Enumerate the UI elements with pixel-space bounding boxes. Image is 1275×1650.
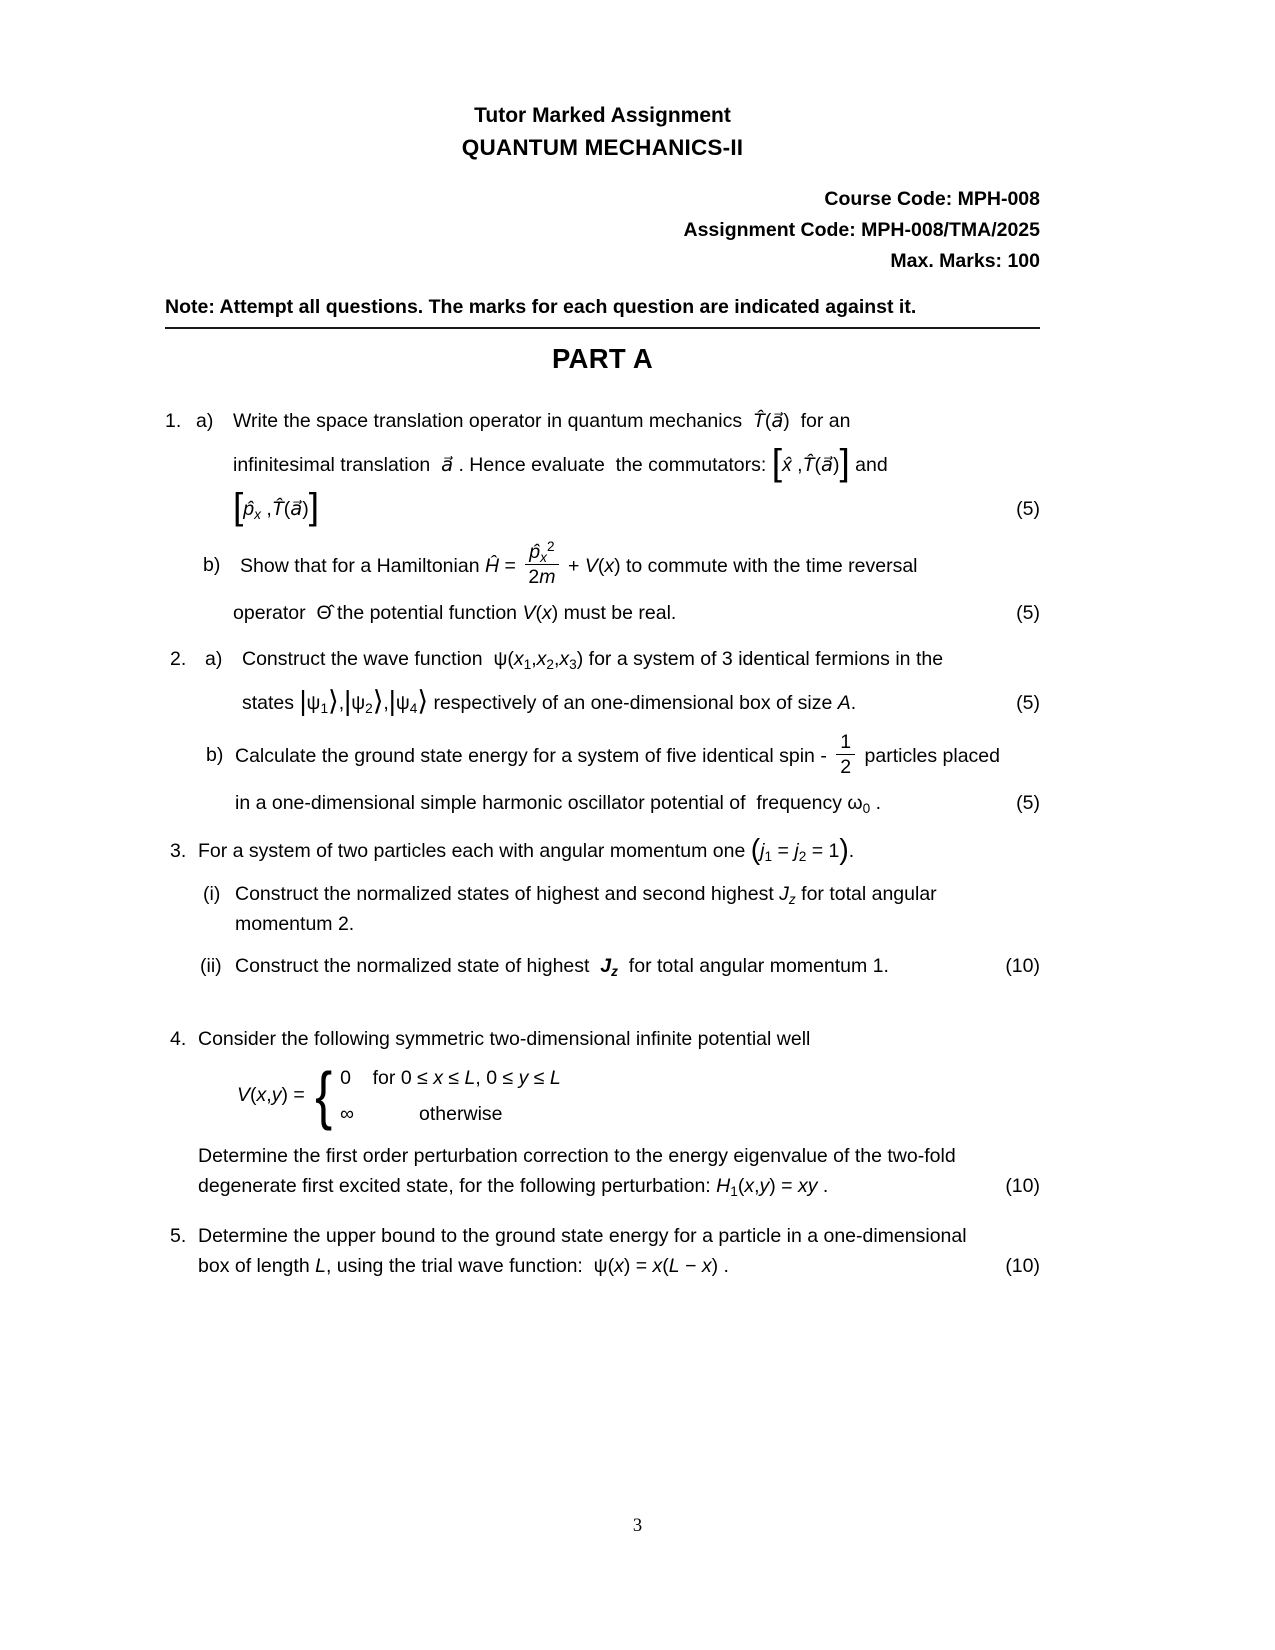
question-1a (165, 399, 1040, 531)
cases-brace: { (314, 1059, 332, 1132)
q3ii-label: (ii) (200, 954, 222, 977)
q2-number: 2. (170, 647, 187, 670)
page-content (165, 0, 1040, 1281)
q4-formula-lhs: V(x,y) = (237, 1084, 305, 1107)
max-marks: Max. Marks: 100 (890, 250, 1040, 272)
course-code: Course Code: MPH-008 (824, 188, 1040, 210)
q1a-text-2: infinitesimal translation a⃗ . Hence evaluate the commutators: [x̂ ,T̂(a⃗)] and (233, 441, 888, 484)
q1a-label: a) (196, 410, 214, 432)
q2b-text-2: in a one-dimensional simple harmonic oscillator potential of frequency $\omega_0$ . (235, 791, 882, 816)
q2a-text-2: states $|\psi_1⟩,|\psi_2⟩,|\psi_4⟩$ respectively of an one-dimensional box of size A. (242, 685, 857, 717)
q1a-text-3: [$p̂_x$ ,T̂(a⃗)] (233, 485, 319, 528)
doc-title: Tutor Marked Assignment (474, 104, 731, 127)
q1b-text-2: operator Θ̂ the potential function V(x) must be real. (233, 601, 677, 624)
q2a-marks: (5) (1016, 691, 1040, 714)
q4-number: 4. (170, 1027, 187, 1050)
part-heading: PART A (551, 343, 654, 374)
q5-text-1: Determine the upper bound to the ground state energy for a particle in a one-dimensional (198, 1224, 967, 1247)
q4-marks: (10) (1005, 1174, 1040, 1197)
meta-block (165, 184, 1040, 277)
q5-text-2: box of length L, using the trial wave function: ψ(x) = x(L − x) . (198, 1254, 729, 1277)
q2b-text-1: Calculate the ground state energy for a system of five identical spin - $\frac{1}{2}$ particles placed (235, 730, 1001, 779)
q5-marks: (10) (1005, 1254, 1040, 1277)
q1b-line-2 (165, 591, 1040, 635)
q3-intro-text: For a system of two particles each with angular momentum one $(j_1 = j_2 = 1)$. (198, 833, 855, 866)
question-4 (165, 1021, 1040, 1201)
assignment-code: Assignment Code: MPH-008/TMA/2025 (683, 219, 1040, 241)
q4-line-2 (165, 1171, 1040, 1201)
q3i-label: (i) (203, 882, 221, 905)
q1a-line-2 (165, 443, 1040, 487)
q2b-line-1 (165, 730, 1040, 781)
q1a-text-1: Write the space translation operator in quantum mechanics T̂(a⃗) for an (233, 410, 851, 432)
q4-text-1: Determine the first order perturbation correction to the energy eigenvalue of the two-fold (198, 1144, 956, 1167)
q3i-line-1 (165, 879, 1040, 909)
question-3 (165, 833, 1040, 981)
q1b-line-1 (165, 539, 1040, 591)
q3-number: 3. (170, 839, 187, 862)
q1a-line-1 (165, 399, 1040, 443)
q3i-text-2: momentum 2. (235, 912, 355, 935)
q1b-label: b) (203, 554, 221, 576)
q1-number: 1. (165, 410, 182, 432)
q2a-line-1 (165, 637, 1040, 681)
question-2b (165, 730, 1040, 825)
question-2a (165, 637, 1040, 725)
q4-cases (340, 1065, 561, 1127)
q3ii-text-1: Construct the normalized state of highest $J_z$ for total angular momentum 1. (235, 954, 889, 979)
q3i-line-2 (165, 909, 1040, 939)
q1a-line-3 (165, 487, 1040, 531)
note-line: Note: Attempt all questions. The marks for each question are indicated against it. (165, 295, 1040, 329)
q3i-text-1: Construct the normalized states of highest and second highest $J_z$ for total angular (235, 882, 937, 907)
q2b-label: b) (206, 743, 224, 766)
doc-subtitle: QUANTUM MECHANICS-II (461, 135, 744, 160)
q4-case-1: 0 for 0 ≤ x ≤ L, 0 ≤ y ≤ L (340, 1066, 561, 1089)
q1b-text-1: Show that for a Hamiltonian Ĥ = $\frac{p̂_x^2}{2m}$ + V(x) to commute with the time reversal (240, 539, 918, 589)
q4-case-2: ∞ otherwise (340, 1102, 503, 1125)
q2b-line-2 (165, 781, 1040, 825)
q4-text-2: degenerate first excited state, for the following perturbation: $H_1(x,y)$ = xy . (198, 1174, 829, 1199)
q5-line-1 (165, 1221, 1040, 1251)
q3-intro (165, 833, 1040, 869)
q4-intro (165, 1021, 1040, 1057)
page-number: 3 (632, 1516, 643, 1536)
question-5 (165, 1221, 1040, 1281)
q3-marks: (10) (1005, 954, 1040, 977)
q2a-label: a) (205, 647, 223, 670)
q1b-marks: (5) (1016, 601, 1040, 624)
q4-piecewise-formula (165, 1059, 1040, 1132)
q5-number: 5. (170, 1224, 187, 1247)
q3-item-i (165, 879, 1040, 939)
q4-line-1 (165, 1141, 1040, 1171)
q2a-line-2 (165, 681, 1040, 725)
question-1b (165, 539, 1040, 635)
q2a-text-1: Construct the wave function $\psi(x_1,x_2,x_3)$ for a system of 3 identical fermions in the (242, 647, 944, 672)
title-block (165, 100, 1040, 164)
q3ii-line-1 (165, 951, 1040, 981)
q4-paragraph (165, 1141, 1040, 1201)
q3-item-ii (165, 951, 1040, 981)
q2b-marks: (5) (1016, 791, 1040, 814)
q5-line-2 (165, 1251, 1040, 1281)
q4-intro-text: Consider the following symmetric two-dimensional infinite potential well (198, 1027, 811, 1050)
q1a-marks: (5) (1016, 498, 1040, 520)
